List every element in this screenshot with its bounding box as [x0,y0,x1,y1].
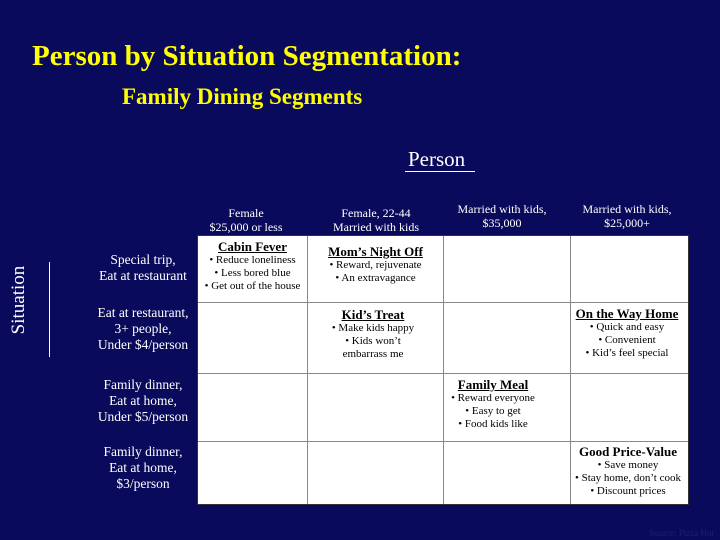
person-axis-underline [405,171,475,172]
segment-bullet: • An extravagance [335,272,416,284]
row-header: Special trip, Eat at restaurant [99,252,187,283]
row-header: Family dinner, Eat at home, Under $5/person [97,377,189,424]
row-header: Family dinner, Eat at home, $3/person [103,444,183,491]
grid-divider [198,373,688,374]
segment-moms-night-off [308,244,443,285]
slide-subtitle: Family Dining Segments [122,84,363,109]
segment-bullet: • Make kids happy [331,322,415,334]
segment-bullet: • Less bored blue [214,267,291,279]
segment-bullet: • Get out of the house [204,280,301,292]
segment-name: Good Price-Value [578,444,678,459]
segment-on-the-way-home [566,306,688,360]
segment-name: Family Meal [457,377,529,392]
segment-bullet: • Quick and easy [589,321,665,333]
column-header: Female, 22-44 Married with kids [333,206,419,234]
segment-family-meal [438,377,548,431]
grid-divider [198,441,688,442]
segment-bullet: • Convenient [598,334,656,346]
segment-bullet: • Kids won’t [345,335,401,347]
segment-good-price-value [568,444,688,498]
segment-name: Mom’s Night Off [328,244,423,259]
segment-bullet: • Reward everyone [451,392,535,404]
segment-bullet: • Reduce loneliness [209,254,296,266]
situation-axis-label: Situation [8,265,29,335]
segment-name: Kid’s Treat [341,307,405,322]
segment-bullet: embarrass me [342,348,404,360]
grid-divider [443,236,444,504]
slide-title: Person by Situation Segmentation: [32,40,462,72]
segment-bullet: • Reward, rejuvenate [329,259,422,271]
segment-bullet: • Kid’s feel special [585,347,669,359]
segment-bullet: • Save money [597,459,659,471]
column-header: Married with kids, $35,000 [457,202,547,230]
segment-bullet: • Food kids like [458,418,528,430]
segment-name: Cabin Fever [218,239,287,254]
segment-bullet: • Discount prices [590,485,666,497]
column-header: Married with kids, $25,000+ [582,202,672,230]
segment-bullet: • Easy to get [465,405,521,417]
situation-axis-underline [49,262,50,357]
segment-cabin-fever [198,239,307,293]
person-axis-label: Person [408,147,466,171]
grid-divider [198,302,688,303]
segment-kids-treat [298,307,448,361]
segment-name: On the Way Home [575,306,679,321]
segmentation-grid [197,235,689,505]
segment-bullet: • Stay home, don’t cook [575,472,681,484]
column-header: Female $25,000 or less [209,206,283,234]
source-note: Source: Pizza Hut [649,528,714,538]
row-header: Eat at restaurant, 3+ people, Under $4/person [97,305,189,352]
